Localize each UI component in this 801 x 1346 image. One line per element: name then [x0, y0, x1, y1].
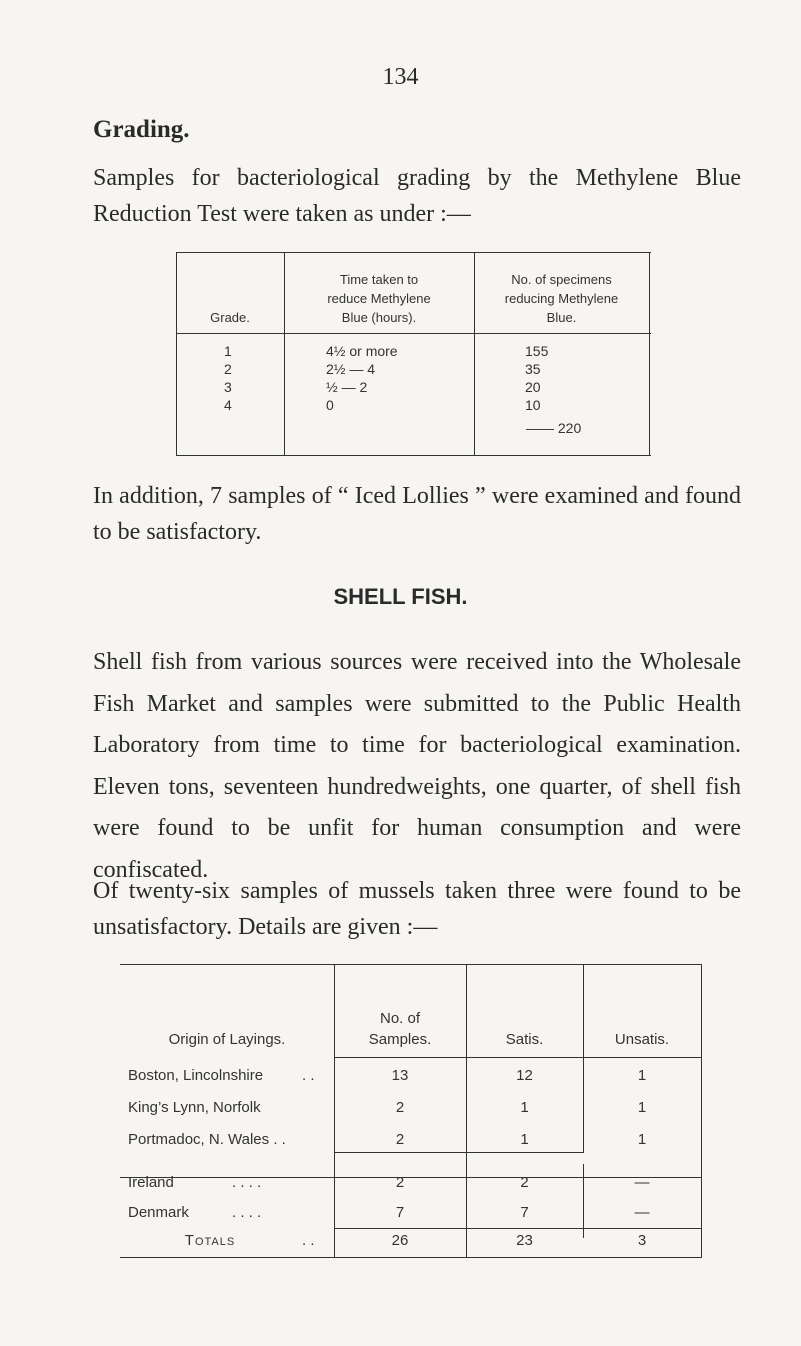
grading-table	[176, 252, 651, 456]
header-satis: Satis.	[505, 1031, 544, 1048]
section-title-shell-fish: SHELL FISH.	[333, 584, 468, 609]
table-border-left	[176, 253, 177, 455]
cell-leader-dots: . .	[302, 1067, 315, 1084]
table-bottom-rule	[120, 1257, 702, 1258]
cell-unsatis: 1	[637, 1131, 647, 1148]
header-time: Time taken to reduce Methylene Blue (hours).	[327, 272, 431, 325]
cell-unsatis: 1	[637, 1099, 647, 1116]
cell-samples-total: 26	[391, 1232, 409, 1249]
cell-leader-dots: . . . .	[232, 1174, 262, 1191]
cell-origin: Denmark	[128, 1204, 189, 1221]
cell-time: ½ — 2	[326, 379, 368, 395]
header-origin: Origin of Layings.	[168, 1031, 286, 1048]
cell-time: 0	[326, 397, 334, 413]
table-border-right	[649, 253, 650, 455]
mussels-table-lower	[120, 1166, 702, 1254]
cell-totals-label: Totals	[184, 1232, 236, 1249]
cell-samples: 7	[395, 1204, 405, 1221]
cell-grade: 1	[224, 343, 232, 359]
cell-leader-dots: . .	[302, 1232, 315, 1249]
cell-time: 2½ — 4	[326, 361, 376, 377]
cell-samples: 13	[391, 1067, 409, 1084]
cell-count: 20	[525, 379, 541, 395]
table-divider	[583, 965, 584, 1153]
table-row	[120, 1204, 702, 1228]
cell-satis: 1	[520, 1099, 529, 1116]
table-row	[120, 1067, 702, 1091]
cell-origin: Portmadoc, N. Wales . .	[128, 1131, 286, 1148]
table-totals-row	[120, 1232, 702, 1254]
cell-origin: Boston, Lincolnshire	[128, 1067, 264, 1084]
table-header-rule	[176, 333, 651, 334]
cell-count: 10	[525, 397, 541, 413]
header-unsatis: Unsatis.	[614, 1031, 670, 1048]
cell-total: —— 220	[526, 420, 582, 436]
cell-unsatis-total: 3	[637, 1232, 647, 1249]
cell-samples: 2	[395, 1131, 405, 1148]
cell-satis: 1	[520, 1131, 529, 1148]
section-heading-grading: Grading.	[93, 116, 190, 143]
cell-grade: 4	[224, 397, 232, 413]
mussels-paragraph: Of twenty-six samples of mussels taken three were found to be unsatisfactory. Details are given :—	[93, 878, 741, 940]
table-row	[120, 1099, 702, 1123]
cell-leader-dots: . . . .	[232, 1204, 262, 1221]
cell-samples: 2	[395, 1174, 405, 1191]
table-totals-rule	[334, 1228, 702, 1229]
table-row	[120, 1174, 702, 1198]
mussels-table	[120, 964, 702, 1178]
cell-count: 35	[525, 361, 541, 377]
cell-grade: 3	[224, 379, 232, 395]
header-grade: Grade.	[210, 310, 250, 325]
cell-samples: 2	[395, 1099, 405, 1116]
cell-satis-total: 23	[516, 1232, 533, 1249]
grading-intro-paragraph: Samples for bacteriological grading by the Methylene Blue Reduction Test were taken as under :—	[93, 165, 741, 227]
page-number: 134	[382, 64, 419, 90]
cell-origin: Ireland	[128, 1174, 174, 1191]
table-row	[120, 1131, 702, 1155]
cell-origin: King’s Lynn, Norfolk	[128, 1099, 261, 1116]
cell-unsatis: 1	[637, 1067, 647, 1084]
cell-unsatis: —	[634, 1174, 650, 1191]
shell-fish-paragraph: Shell fish from various sources were received into the Wholesale Fish Market and samples were submitted to the Public Health Laboratory from time to time for bacteriological examination. Eleven tons, seventeen hundredweights, one quarter, of shell fish were found to be unfit for human consumption and were confiscated.	[93, 649, 741, 883]
header-specimens: No. of specimens reducing Methylene Blue.	[504, 272, 619, 325]
table-header-rule	[334, 1057, 702, 1058]
cell-satis: 12	[516, 1067, 533, 1084]
cell-grade: 2	[224, 361, 232, 377]
cell-unsatis: —	[634, 1204, 650, 1221]
header-samples: No. of Samples.	[368, 1010, 432, 1048]
cell-count: 155	[525, 343, 549, 359]
cell-time: 4½ or more	[326, 343, 398, 359]
cell-satis: 7	[520, 1204, 529, 1221]
cell-satis: 2	[520, 1174, 529, 1191]
iced-lollies-paragraph: In addition, 7 samples of “ Iced Lollies ” were examined and found to be satisfactory.	[93, 483, 741, 545]
